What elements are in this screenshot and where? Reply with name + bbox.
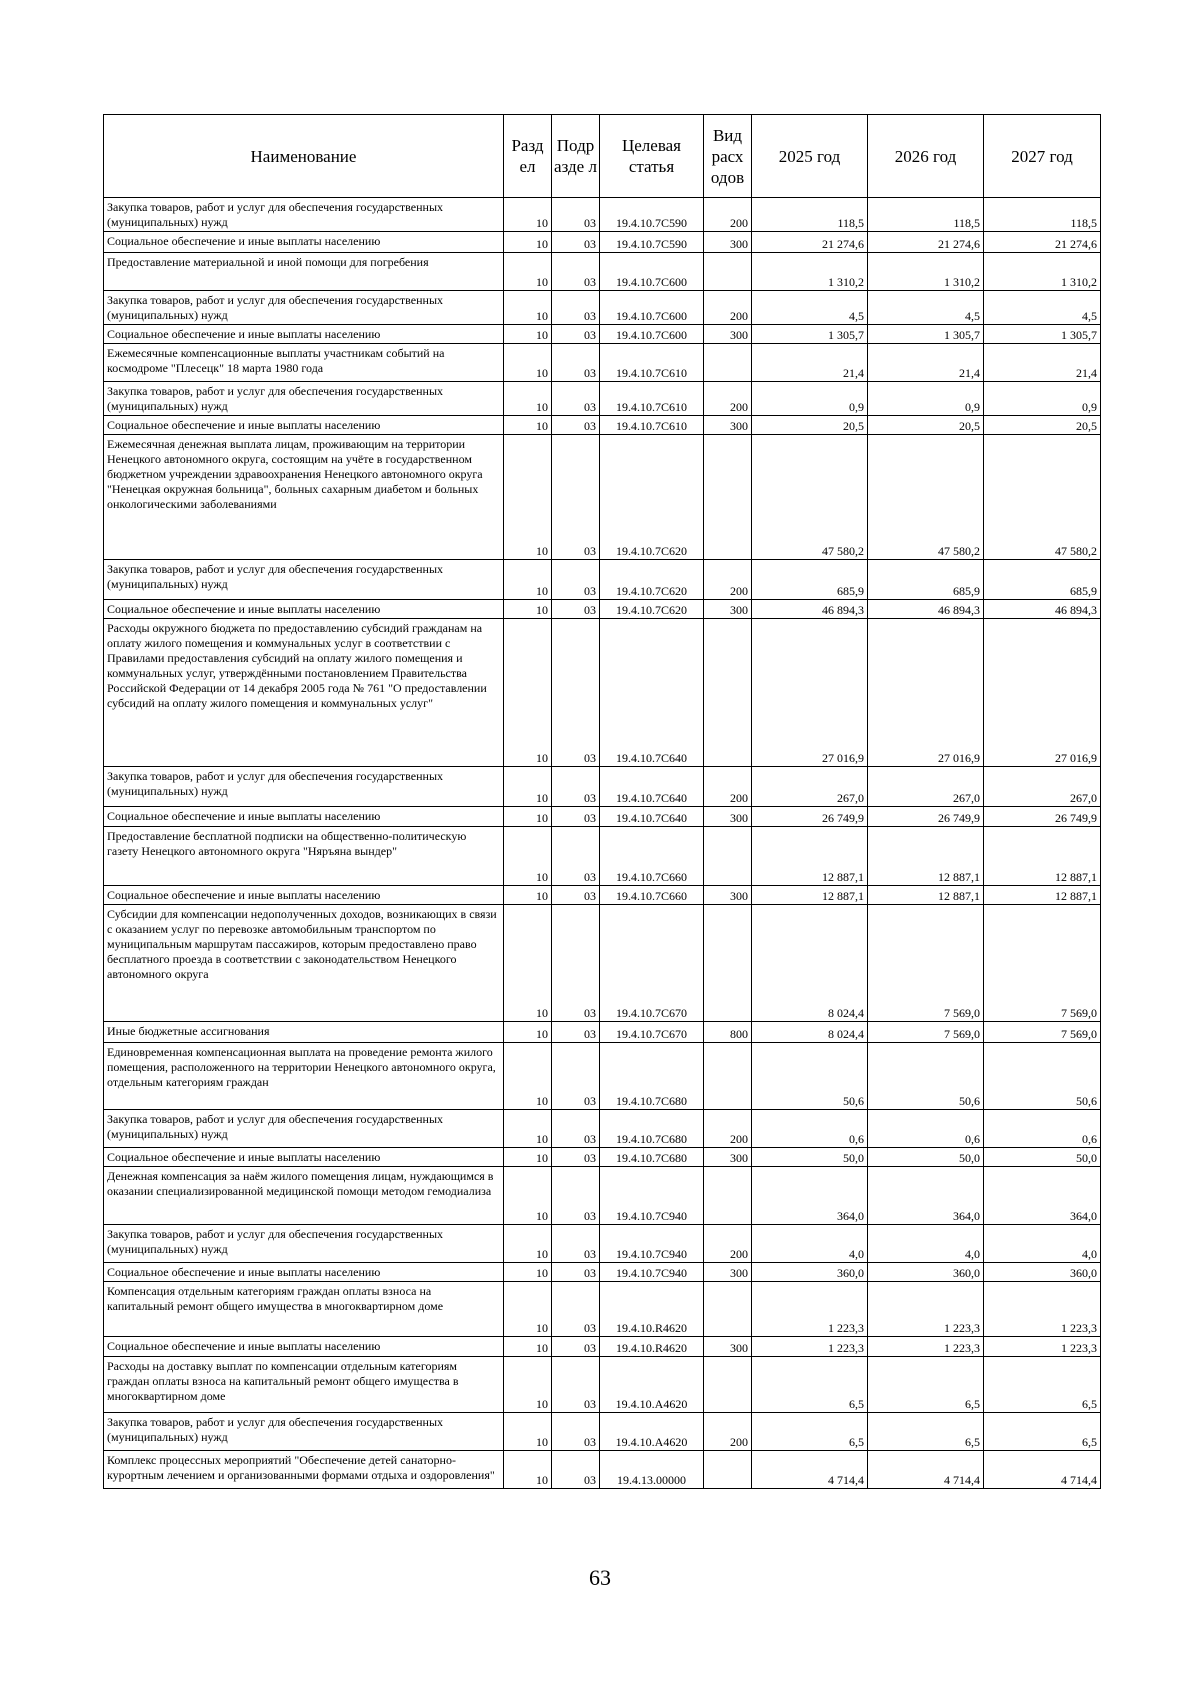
- row-value-2025: 4,0: [752, 1225, 868, 1263]
- row-expense-type: [704, 1043, 752, 1110]
- row-value-2025: 118,5: [752, 198, 868, 232]
- row-expense-type: 300: [704, 325, 752, 344]
- table-row: [104, 1282, 1101, 1337]
- row-value-2027: 12 887,1: [984, 886, 1101, 905]
- row-value-2027: 1 223,3: [984, 1282, 1101, 1337]
- row-value-2026: 21 274,6: [868, 232, 984, 253]
- row-expense-type: [704, 1357, 752, 1413]
- row-target-article: 19.4.10.7С680: [600, 1043, 704, 1110]
- row-value-2026: 12 887,1: [868, 827, 984, 886]
- row-value-2025: 8 024,4: [752, 905, 868, 1022]
- row-value-2025: 685,9: [752, 560, 868, 600]
- row-target-article: 19.4.10.7С600: [600, 253, 704, 291]
- row-value-2027: 47 580,2: [984, 435, 1101, 560]
- row-value-2026: 27 016,9: [868, 619, 984, 767]
- row-expense-type: [704, 253, 752, 291]
- row-target-article: 19.4.10.7С610: [600, 344, 704, 382]
- table-row: [104, 435, 1101, 560]
- table-row: [104, 253, 1101, 291]
- row-value-2027: 4,5: [984, 291, 1101, 325]
- row-value-2027: 685,9: [984, 560, 1101, 600]
- row-section: 10: [504, 198, 552, 232]
- row-expense-type: 300: [704, 886, 752, 905]
- row-expense-type: [704, 619, 752, 767]
- row-value-2027: 267,0: [984, 767, 1101, 807]
- row-name: Социальное обеспечение и иные выплаты населению: [104, 1148, 504, 1167]
- row-section: 10: [504, 1167, 552, 1225]
- row-name: Комплекс процессных мероприятий "Обеспечение детей санаторно-курортным лечением и организованными формами отдыха и оздоровления": [104, 1451, 504, 1489]
- table-row: [104, 382, 1101, 416]
- table-header: [104, 115, 1101, 198]
- row-name: Ежемесячная денежная выплата лицам, проживающим на территории Ненецкого автономного округа, состоящим на учёте в государственном бюджетном учреждении здравоохранения Ненецкого автономного округа "Ненецкая окружная больница", больных сахарным диабетом и больных онкологическими заболеваниями: [104, 435, 504, 560]
- table-row: [104, 886, 1101, 905]
- row-section: 10: [504, 827, 552, 886]
- row-expense-type: [704, 344, 752, 382]
- row-section: 10: [504, 416, 552, 435]
- row-name: Социальное обеспечение и иные выплаты населению: [104, 416, 504, 435]
- row-expense-type: [704, 1451, 752, 1489]
- row-name: Социальное обеспечение и иные выплаты населению: [104, 1263, 504, 1282]
- row-name: Социальное обеспечение и иные выплаты населению: [104, 1337, 504, 1357]
- row-section: 10: [504, 382, 552, 416]
- row-name: Компенсация отдельным категориям граждан оплаты взноса на капитальный ремонт общего имущества в многоквартирном доме: [104, 1282, 504, 1337]
- row-value-2025: 4 714,4: [752, 1451, 868, 1489]
- row-subsection: 03: [552, 807, 600, 827]
- row-expense-type: 300: [704, 416, 752, 435]
- row-value-2025: 6,5: [752, 1357, 868, 1413]
- header-subsection: Подр азде л: [552, 115, 600, 198]
- row-subsection: 03: [552, 253, 600, 291]
- row-name: Социальное обеспечение и иные выплаты населению: [104, 232, 504, 253]
- row-value-2027: 46 894,3: [984, 600, 1101, 619]
- row-section: 10: [504, 1043, 552, 1110]
- row-target-article: 19.4.10.7С640: [600, 767, 704, 807]
- row-value-2027: 118,5: [984, 198, 1101, 232]
- row-subsection: 03: [552, 886, 600, 905]
- row-target-article: 19.4.10.7С660: [600, 827, 704, 886]
- row-section: 10: [504, 344, 552, 382]
- table-row: [104, 1110, 1101, 1148]
- row-subsection: 03: [552, 767, 600, 807]
- row-name: Предоставление бесплатной подписки на общественно-политическую газету Ненецкого автономного округа "Няръяна вындер": [104, 827, 504, 886]
- row-target-article: 19.4.10.7С660: [600, 886, 704, 905]
- row-target-article: 19.4.10.7С640: [600, 807, 704, 827]
- row-subsection: 03: [552, 232, 600, 253]
- row-name: Социальное обеспечение и иные выплаты населению: [104, 325, 504, 344]
- table-row: [104, 344, 1101, 382]
- row-subsection: 03: [552, 1225, 600, 1263]
- row-value-2026: 360,0: [868, 1263, 984, 1282]
- row-section: 10: [504, 600, 552, 619]
- row-target-article: 19.4.10.7С620: [600, 435, 704, 560]
- row-value-2026: 6,5: [868, 1357, 984, 1413]
- row-expense-type: 200: [704, 1225, 752, 1263]
- table-row: [104, 560, 1101, 600]
- row-value-2025: 50,6: [752, 1043, 868, 1110]
- row-expense-type: [704, 827, 752, 886]
- row-value-2027: 0,9: [984, 382, 1101, 416]
- row-subsection: 03: [552, 344, 600, 382]
- row-section: 10: [504, 619, 552, 767]
- row-value-2025: 21 274,6: [752, 232, 868, 253]
- row-value-2026: 12 887,1: [868, 886, 984, 905]
- row-value-2025: 1 310,2: [752, 253, 868, 291]
- row-subsection: 03: [552, 1167, 600, 1225]
- row-value-2026: 6,5: [868, 1413, 984, 1451]
- table-row: [104, 1451, 1101, 1489]
- row-name: Социальное обеспечение и иные выплаты населению: [104, 807, 504, 827]
- row-section: 10: [504, 807, 552, 827]
- row-section: 10: [504, 767, 552, 807]
- row-subsection: 03: [552, 1148, 600, 1167]
- row-subsection: 03: [552, 600, 600, 619]
- row-value-2026: 0,9: [868, 382, 984, 416]
- row-subsection: 03: [552, 1337, 600, 1357]
- row-value-2026: 7 569,0: [868, 905, 984, 1022]
- row-value-2027: 7 569,0: [984, 1022, 1101, 1043]
- row-value-2026: 7 569,0: [868, 1022, 984, 1043]
- row-name: Расходы окружного бюджета по предоставлению субсидий гражданам на оплату жилого помещения и коммунальных услуг в соответствии с Правилами предоставления субсидий на оплату жилого помещения и коммунальных услуг, утверждёнными постановлением Правительства Российской Федерации от 14 декабря 2005 года № 761 "О предоставлении субсидий на оплату жилого помещения и коммунальных услуг": [104, 619, 504, 767]
- row-subsection: 03: [552, 1451, 600, 1489]
- table-row: [104, 767, 1101, 807]
- row-section: 10: [504, 1022, 552, 1043]
- row-value-2025: 47 580,2: [752, 435, 868, 560]
- row-subsection: 03: [552, 325, 600, 344]
- row-expense-type: 200: [704, 198, 752, 232]
- row-value-2025: 46 894,3: [752, 600, 868, 619]
- row-value-2027: 364,0: [984, 1167, 1101, 1225]
- row-expense-type: 200: [704, 1110, 752, 1148]
- header-row: [104, 115, 1101, 198]
- row-subsection: 03: [552, 1282, 600, 1337]
- row-value-2025: 6,5: [752, 1413, 868, 1451]
- row-value-2026: 1 305,7: [868, 325, 984, 344]
- table-row: [104, 232, 1101, 253]
- row-name: Единовременная компенсационная выплата на проведение ремонта жилого помещения, расположенного на территории Ненецкого автономного округа, отдельным категориям граждан: [104, 1043, 504, 1110]
- row-name: Закупка товаров, работ и услуг для обеспечения государственных (муниципальных) нужд: [104, 1413, 504, 1451]
- row-section: 10: [504, 1357, 552, 1413]
- row-expense-type: [704, 435, 752, 560]
- row-name: Социальное обеспечение и иные выплаты населению: [104, 600, 504, 619]
- row-value-2025: 360,0: [752, 1263, 868, 1282]
- row-value-2027: 20,5: [984, 416, 1101, 435]
- row-value-2025: 267,0: [752, 767, 868, 807]
- row-section: 10: [504, 1148, 552, 1167]
- row-target-article: 19.4.10.R4620: [600, 1282, 704, 1337]
- row-subsection: 03: [552, 382, 600, 416]
- row-subsection: 03: [552, 198, 600, 232]
- row-value-2025: 26 749,9: [752, 807, 868, 827]
- row-value-2026: 0,6: [868, 1110, 984, 1148]
- row-expense-type: 300: [704, 1263, 752, 1282]
- row-expense-type: 200: [704, 1413, 752, 1451]
- row-target-article: 19.4.10.7С940: [600, 1263, 704, 1282]
- row-value-2027: 50,0: [984, 1148, 1101, 1167]
- row-subsection: 03: [552, 1357, 600, 1413]
- row-section: 10: [504, 1337, 552, 1357]
- row-expense-type: 200: [704, 560, 752, 600]
- table-row: [104, 291, 1101, 325]
- row-value-2027: 1 310,2: [984, 253, 1101, 291]
- row-name: Закупка товаров, работ и услуг для обеспечения государственных (муниципальных) нужд: [104, 382, 504, 416]
- row-subsection: 03: [552, 435, 600, 560]
- row-value-2027: 1 223,3: [984, 1337, 1101, 1357]
- row-value-2026: 267,0: [868, 767, 984, 807]
- row-value-2027: 1 305,7: [984, 325, 1101, 344]
- table-row: [104, 416, 1101, 435]
- row-value-2025: 50,0: [752, 1148, 868, 1167]
- header-expense-type: Вид расх одов: [704, 115, 752, 198]
- row-section: 10: [504, 1110, 552, 1148]
- row-name: Расходы на доставку выплат по компенсации отдельным категориям граждан оплаты взноса на капитальный ремонт общего имущества в многоквартирном доме: [104, 1357, 504, 1413]
- row-name: Субсидии для компенсации недополученных доходов, возникающих в связи с оказанием услуг по перевозке автомобильным транспортом по муниципальным маршрутам пассажиров, которым предоставлено право бесплатного проезда в соответствии с законодательством Ненецкого автономного округа: [104, 905, 504, 1022]
- row-section: 10: [504, 905, 552, 1022]
- header-2026: 2026 год: [868, 115, 984, 198]
- row-subsection: 03: [552, 1413, 600, 1451]
- table-row: [104, 1413, 1101, 1451]
- table-body: [104, 198, 1101, 1489]
- table-row: [104, 807, 1101, 827]
- row-target-article: 19.4.10.7С640: [600, 619, 704, 767]
- row-value-2026: 50,0: [868, 1148, 984, 1167]
- row-name: Денежная компенсация за наём жилого помещения лицам, нуждающимся в оказании специализированной медицинской помощи методом гемодиализа: [104, 1167, 504, 1225]
- row-section: 10: [504, 291, 552, 325]
- row-target-article: 19.4.10.А4620: [600, 1357, 704, 1413]
- row-target-article: 19.4.10.7С600: [600, 291, 704, 325]
- row-subsection: 03: [552, 905, 600, 1022]
- row-value-2025: 0,9: [752, 382, 868, 416]
- row-value-2026: 21,4: [868, 344, 984, 382]
- row-value-2027: 4 714,4: [984, 1451, 1101, 1489]
- row-target-article: 19.4.10.7С940: [600, 1167, 704, 1225]
- row-name: Иные бюджетные ассигнования: [104, 1022, 504, 1043]
- row-section: 10: [504, 1225, 552, 1263]
- row-value-2027: 21 274,6: [984, 232, 1101, 253]
- row-value-2027: 4,0: [984, 1225, 1101, 1263]
- page-number: 63: [589, 1565, 611, 1590]
- row-name: Закупка товаров, работ и услуг для обеспечения государственных (муниципальных) нужд: [104, 767, 504, 807]
- budget-table: [103, 114, 1101, 1489]
- row-section: 10: [504, 1263, 552, 1282]
- row-expense-type: 300: [704, 1337, 752, 1357]
- row-value-2025: 27 016,9: [752, 619, 868, 767]
- row-target-article: 19.4.10.7С610: [600, 382, 704, 416]
- row-value-2025: 12 887,1: [752, 827, 868, 886]
- row-section: 10: [504, 560, 552, 600]
- table-row: [104, 619, 1101, 767]
- row-subsection: 03: [552, 1043, 600, 1110]
- table-row: [104, 1225, 1101, 1263]
- row-section: 10: [504, 325, 552, 344]
- row-section: 10: [504, 886, 552, 905]
- row-target-article: 19.4.10.7С590: [600, 198, 704, 232]
- row-subsection: 03: [552, 619, 600, 767]
- row-value-2027: 26 749,9: [984, 807, 1101, 827]
- row-expense-type: 200: [704, 382, 752, 416]
- row-target-article: 19.4.10.7С940: [600, 1225, 704, 1263]
- table-row: [104, 1022, 1101, 1043]
- row-value-2025: 1 223,3: [752, 1337, 868, 1357]
- row-value-2025: 20,5: [752, 416, 868, 435]
- table-row: [104, 1337, 1101, 1357]
- row-target-article: 19.4.10.7С610: [600, 416, 704, 435]
- row-name: Предоставление материальной и иной помощи для погребения: [104, 253, 504, 291]
- row-subsection: 03: [552, 1110, 600, 1148]
- row-value-2027: 0,6: [984, 1110, 1101, 1148]
- table-row: [104, 325, 1101, 344]
- row-expense-type: [704, 1167, 752, 1225]
- table-row: [104, 827, 1101, 886]
- row-subsection: 03: [552, 1263, 600, 1282]
- row-section: 10: [504, 253, 552, 291]
- row-value-2026: 4 714,4: [868, 1451, 984, 1489]
- row-value-2025: 1 223,3: [752, 1282, 868, 1337]
- row-target-article: 19.4.10.R4620: [600, 1337, 704, 1357]
- row-value-2027: 360,0: [984, 1263, 1101, 1282]
- row-name: Закупка товаров, работ и услуг для обеспечения государственных (муниципальных) нужд: [104, 1110, 504, 1148]
- header-2027: 2027 год: [984, 115, 1101, 198]
- table-row: [104, 198, 1101, 232]
- row-value-2025: 8 024,4: [752, 1022, 868, 1043]
- row-section: 10: [504, 435, 552, 560]
- table-row: [104, 1148, 1101, 1167]
- row-expense-type: 800: [704, 1022, 752, 1043]
- row-expense-type: 300: [704, 807, 752, 827]
- table-row: [104, 1357, 1101, 1413]
- row-value-2027: 7 569,0: [984, 905, 1101, 1022]
- row-expense-type: [704, 1282, 752, 1337]
- row-target-article: 19.4.13.00000: [600, 1451, 704, 1489]
- row-target-article: 19.4.10.7С620: [600, 600, 704, 619]
- row-value-2026: 1 223,3: [868, 1337, 984, 1357]
- row-value-2027: 27 016,9: [984, 619, 1101, 767]
- row-target-article: 19.4.10.7С600: [600, 325, 704, 344]
- row-target-article: 19.4.10.А4620: [600, 1413, 704, 1451]
- row-expense-type: 300: [704, 232, 752, 253]
- row-expense-type: [704, 905, 752, 1022]
- row-expense-type: 300: [704, 600, 752, 619]
- row-value-2025: 364,0: [752, 1167, 868, 1225]
- row-value-2026: 1 223,3: [868, 1282, 984, 1337]
- table-row: [104, 1167, 1101, 1225]
- table-row: [104, 600, 1101, 619]
- row-name: Ежемесячные компенсационные выплаты участникам событий на космодроме "Плесецк" 18 марта 1980 года: [104, 344, 504, 382]
- row-value-2025: 0,6: [752, 1110, 868, 1148]
- row-value-2027: 50,6: [984, 1043, 1101, 1110]
- row-expense-type: 200: [704, 291, 752, 325]
- table-row: [104, 1043, 1101, 1110]
- row-value-2026: 47 580,2: [868, 435, 984, 560]
- row-value-2027: 6,5: [984, 1413, 1101, 1451]
- row-value-2025: 21,4: [752, 344, 868, 382]
- row-value-2026: 20,5: [868, 416, 984, 435]
- row-value-2026: 1 310,2: [868, 253, 984, 291]
- header-section: Разд ел: [504, 115, 552, 198]
- row-expense-type: 200: [704, 767, 752, 807]
- row-value-2026: 364,0: [868, 1167, 984, 1225]
- row-target-article: 19.4.10.7С680: [600, 1148, 704, 1167]
- row-value-2026: 26 749,9: [868, 807, 984, 827]
- row-expense-type: 300: [704, 1148, 752, 1167]
- header-2025: 2025 год: [752, 115, 868, 198]
- row-subsection: 03: [552, 1022, 600, 1043]
- row-name: Закупка товаров, работ и услуг для обеспечения государственных (муниципальных) нужд: [104, 198, 504, 232]
- row-target-article: 19.4.10.7С590: [600, 232, 704, 253]
- row-value-2025: 1 305,7: [752, 325, 868, 344]
- row-subsection: 03: [552, 560, 600, 600]
- row-name: Социальное обеспечение и иные выплаты населению: [104, 886, 504, 905]
- row-subsection: 03: [552, 827, 600, 886]
- row-subsection: 03: [552, 416, 600, 435]
- header-target-article: Целевая статья: [600, 115, 704, 198]
- row-name: Закупка товаров, работ и услуг для обеспечения государственных (муниципальных) нужд: [104, 1225, 504, 1263]
- table-row: [104, 905, 1101, 1022]
- row-section: 10: [504, 1413, 552, 1451]
- row-value-2025: 4,5: [752, 291, 868, 325]
- row-target-article: 19.4.10.7С620: [600, 560, 704, 600]
- header-name: Наименование: [104, 115, 504, 198]
- row-value-2025: 12 887,1: [752, 886, 868, 905]
- row-value-2026: 685,9: [868, 560, 984, 600]
- row-target-article: 19.4.10.7С680: [600, 1110, 704, 1148]
- row-section: 10: [504, 1282, 552, 1337]
- row-subsection: 03: [552, 291, 600, 325]
- row-value-2026: 46 894,3: [868, 600, 984, 619]
- row-value-2026: 50,6: [868, 1043, 984, 1110]
- row-section: 10: [504, 232, 552, 253]
- row-value-2026: 4,0: [868, 1225, 984, 1263]
- row-name: Закупка товаров, работ и услуг для обеспечения государственных (муниципальных) нужд: [104, 560, 504, 600]
- row-value-2026: 4,5: [868, 291, 984, 325]
- row-section: 10: [504, 1451, 552, 1489]
- row-value-2027: 21,4: [984, 344, 1101, 382]
- table-row: [104, 1263, 1101, 1282]
- row-value-2027: 6,5: [984, 1357, 1101, 1413]
- row-name: Закупка товаров, работ и услуг для обеспечения государственных (муниципальных) нужд: [104, 291, 504, 325]
- row-target-article: 19.4.10.7С670: [600, 905, 704, 1022]
- row-value-2027: 12 887,1: [984, 827, 1101, 886]
- row-target-article: 19.4.10.7С670: [600, 1022, 704, 1043]
- row-value-2026: 118,5: [868, 198, 984, 232]
